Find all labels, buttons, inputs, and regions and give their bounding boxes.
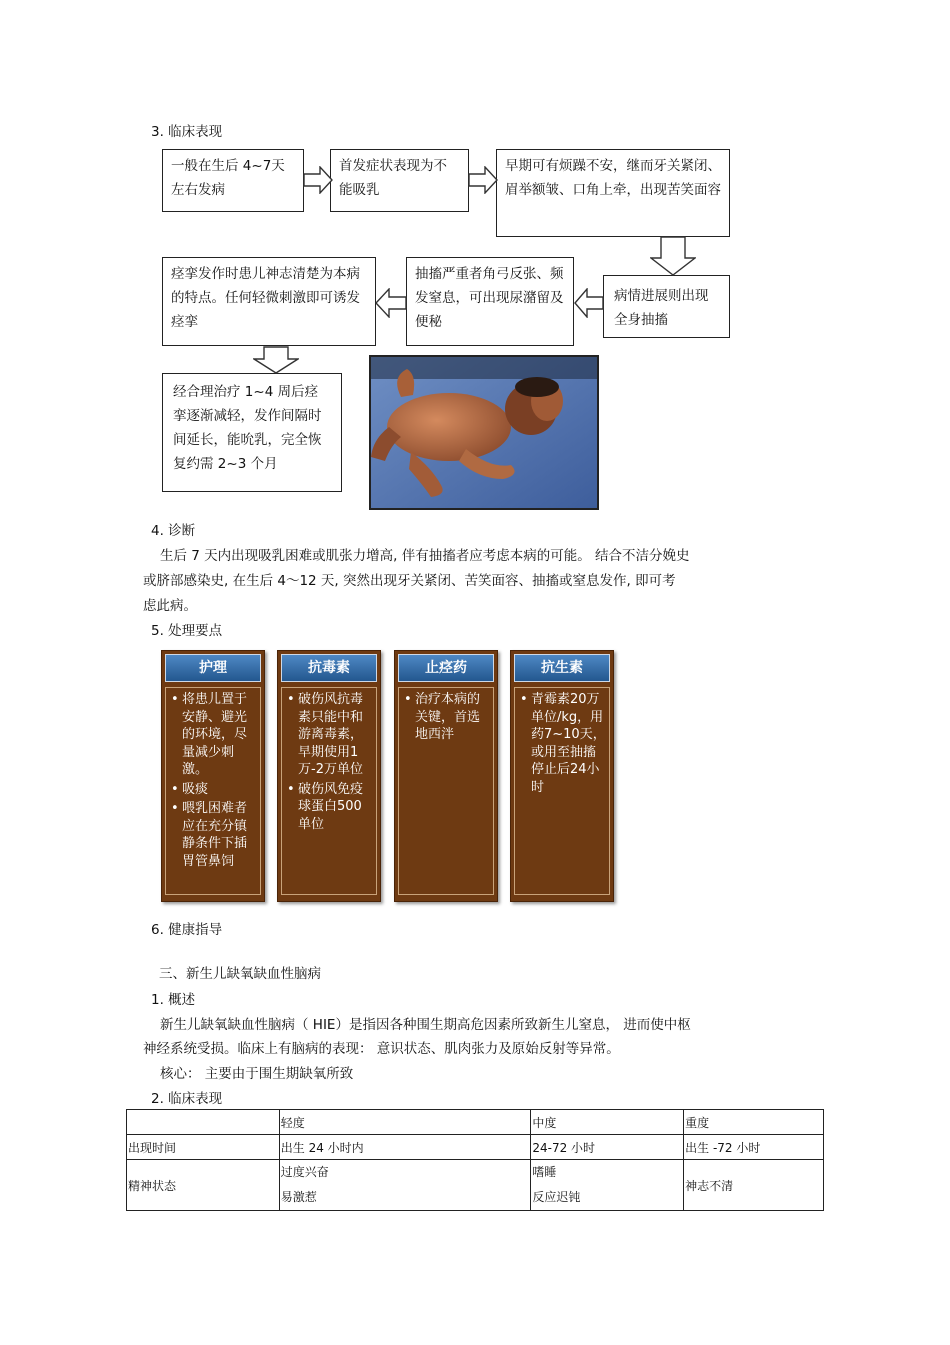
- table-cell: 出生 -72 小时: [684, 1135, 824, 1160]
- arrow-right-icon: [303, 166, 333, 194]
- section-4-heading: 4. 诊断: [151, 523, 196, 539]
- table-cell: 精神状态: [127, 1160, 280, 1211]
- overview-heading: 1. 概述: [151, 992, 196, 1008]
- diagnosis-text-line: 虑此病。: [143, 598, 197, 614]
- flow-box-onset: 一般在生后 4~7天左右发病: [162, 149, 304, 212]
- table-cell: [279, 1160, 531, 1211]
- table-cell: 中度: [531, 1110, 684, 1135]
- overview-text-line: 新生儿缺氧缺血性脑病（ HIE）是指因各种围生期高危因素所致新生儿窒息， 进而使中枢: [160, 1017, 691, 1033]
- card-item: • 吸痰: [169, 781, 257, 799]
- table-cell-line: 嗜睡: [532, 1165, 557, 1179]
- table-cell: 重度: [684, 1110, 824, 1135]
- card-item: • 喂乳困难者应在充分镇静条件下插胃管鼻饲: [169, 800, 257, 870]
- arrow-right-icon: [468, 166, 498, 194]
- table-cell: [127, 1110, 280, 1135]
- table-cell: 神志不清: [684, 1160, 824, 1211]
- flow-box-consciousness: 痉挛发作时患儿神志清楚为本病的特点。任何轻微刺激即可诱发痉挛: [162, 257, 376, 346]
- card-item: • 破伤风抗毒素只能中和游离毒素，早期使用1万-2万单位: [285, 691, 373, 779]
- treatment-card-antitoxin: [277, 650, 381, 902]
- arrow-down-icon: [650, 236, 696, 276]
- arrow-left-icon: [375, 288, 407, 318]
- table-row: [127, 1135, 824, 1160]
- table-cell: 出现时间: [127, 1135, 280, 1160]
- table-cell: 出生 24 小时内: [279, 1135, 531, 1160]
- diagnosis-text-line: 生后 7 天内出现吸乳困难或肌张力增高, 伴有抽搐者应考虑本病的可能。 结合不洁分娩史: [160, 548, 690, 564]
- card-item: • 破伤风免疫球蛋白500单位: [285, 781, 373, 834]
- flow-box-recovery: 经合理治疗 1~4 周后痉挛逐渐减轻，发作间隔时间延长，能吮乳，完全恢复约需 2~3 个月: [162, 373, 342, 492]
- patient-photo: [369, 355, 599, 510]
- flow-box-first-symptom: 首发症状表现为不能吸乳: [330, 149, 469, 212]
- arrow-left-icon: [574, 288, 604, 318]
- card-item: • 治疗本病的关键，首选地西泮: [402, 691, 490, 744]
- table-header-row: [127, 1110, 824, 1135]
- section-3-heading: 3. 临床表现: [151, 124, 223, 140]
- treatment-card-nursing: [161, 650, 265, 902]
- table-cell-line: 易激惹: [280, 1190, 317, 1204]
- part-3-heading: 三、新生儿缺氧缺血性脑病: [159, 966, 321, 982]
- card-item: • 将患儿置于安静、避光的环境，尽量减少刺激。: [169, 691, 257, 779]
- hie-severity-table: [126, 1109, 824, 1211]
- flow-box-progression: 病情进展则出现全身抽搐: [603, 275, 730, 338]
- overview-text-line: 神经系统受损。临床上有脑病的表现： 意识状态、肌肉张力及原始反射等异常。: [143, 1041, 620, 1057]
- flow-box-severe-convulsion: 抽搐严重者角弓反张、频发窒息，可出现尿潴留及便秘: [406, 257, 574, 346]
- card-title: 抗生素: [514, 654, 610, 682]
- clinical-heading: 2. 临床表现: [151, 1091, 223, 1107]
- card-title: 护理: [165, 654, 261, 682]
- arrow-down-icon: [253, 346, 299, 374]
- table-cell-line: 过度兴奋: [280, 1165, 329, 1179]
- card-title: 止痉药: [398, 654, 494, 682]
- diagnosis-text-line: 或脐部感染史, 在生后 4～12 天, 突然出现牙关紧闭、苦笑面容、抽搐或窒息发作, 即可考: [143, 573, 676, 589]
- table-cell: [531, 1160, 684, 1211]
- section-6-heading: 6. 健康指导: [151, 922, 223, 938]
- treatment-card-anticonvulsant: [394, 650, 498, 902]
- table-cell: 24-72 小时: [531, 1135, 684, 1160]
- section-5-heading: 5. 处理要点: [151, 623, 223, 639]
- treatment-card-antibiotic: [510, 650, 614, 902]
- card-title: 抗毒素: [281, 654, 377, 682]
- table-row: [127, 1160, 824, 1211]
- table-cell-line: 反应迟钝: [532, 1190, 581, 1204]
- card-item: • 青霉素20万单位/kg，用药7~10天，或用至抽搐停止后24小时: [518, 691, 606, 796]
- core-text: 核心： 主要由于围生期缺氧所致: [160, 1066, 354, 1082]
- table-cell: 轻度: [279, 1110, 531, 1135]
- flow-box-early-stage: 早期可有烦躁不安，继而牙关紧闭、眉举额皱、口角上牵，出现苦笑面容: [496, 149, 730, 237]
